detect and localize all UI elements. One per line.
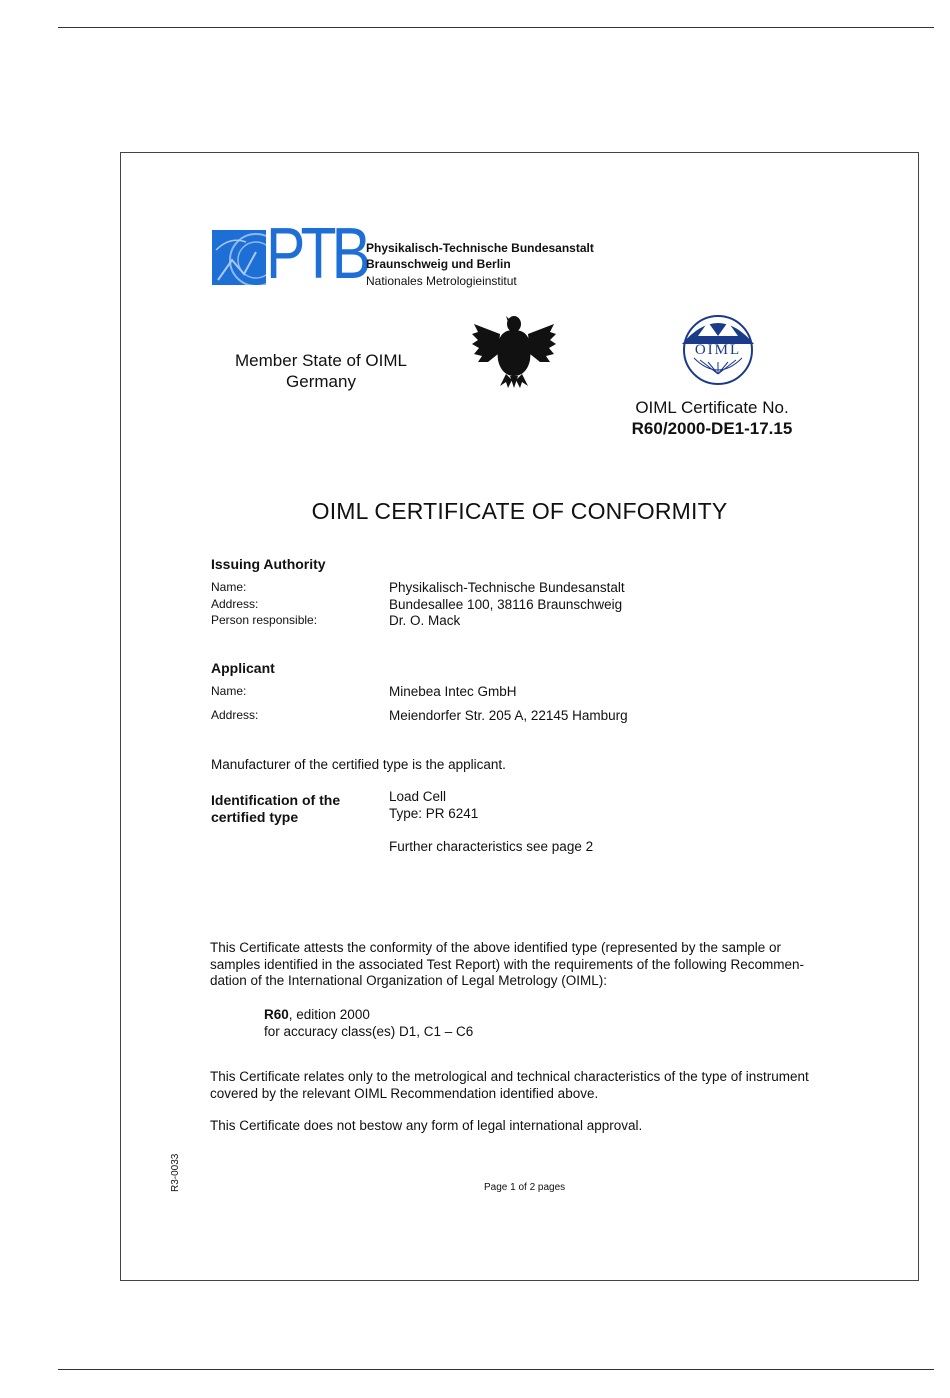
german-eagle-icon	[470, 310, 558, 395]
certificate-number: R60/2000-DE1-17.15	[631, 419, 793, 438]
form-code: R3-0033	[170, 1153, 181, 1192]
identification-value	[389, 789, 478, 822]
member-state	[218, 350, 424, 392]
identification-heading-line1: Identification of the	[211, 792, 341, 808]
applicant-address-value: Meiendorfer Str. 205 A, 22145 Hamburg	[389, 708, 628, 723]
applicant-heading: Applicant	[211, 660, 275, 676]
ptb-logo-letters: PTB	[266, 214, 367, 294]
identification-heading-line2: certified type	[211, 808, 299, 825]
top-rule	[58, 27, 934, 28]
relates-paragraph	[210, 1069, 870, 1102]
recommendation-edition: , edition 2000	[288, 1007, 370, 1022]
member-state-country: Germany	[286, 372, 356, 391]
oiml-logo	[676, 310, 760, 391]
ptb-logo-emblem	[212, 230, 266, 285]
issuing-address-label: Address:	[211, 597, 259, 611]
institute-location: Braunschweig und Berlin	[366, 257, 511, 271]
identification-instrument: Load Cell	[389, 789, 447, 804]
certificate-number-label: OIML Certificate No.	[635, 398, 789, 417]
relates-line-2: covered by the relevant OIML Recommendation identified above.	[210, 1085, 599, 1101]
attest-line-2: samples identified in the associated Test Report) with the requirements of the following Recommen-	[210, 956, 805, 972]
recommendation-code: R60	[264, 1007, 289, 1022]
issuing-address-value: Bundesallee 100, 38116 Braunschweig	[389, 597, 623, 612]
applicant-name-value: Minebea Intec GmbH	[389, 684, 517, 699]
manufacturer-note: Manufacturer of the certified type is the applicant.	[211, 757, 506, 772]
attest-line-1: This Certificate attests the conformity of the above identified type (represented by the sample or	[210, 940, 782, 955]
issuing-person-value: Dr. O. Mack	[389, 613, 461, 628]
attest-paragraph	[210, 940, 850, 990]
issuing-name-value: Physikalisch-Technische Bundesanstalt	[389, 580, 625, 595]
recommendation-classes: for accuracy class(es) D1, C1 – C6	[264, 1023, 474, 1039]
applicant-address-label: Address:	[211, 708, 259, 722]
further-characteristics: Further characteristics see page 2	[389, 839, 594, 854]
applicant-name-label: Name:	[211, 684, 247, 698]
bottom-rule	[58, 1369, 934, 1370]
attest-line-3: dation of the International Organization of Legal Metrology (OIML):	[210, 973, 607, 988]
no-approval-note: This Certificate does not bestow any form of legal international approval.	[210, 1118, 643, 1133]
recommendation-block	[264, 1007, 904, 1040]
member-state-line1: Member State of OIML	[235, 351, 407, 370]
institute-subtitle: Nationales Metrologieinstitut	[366, 274, 517, 288]
oiml-logo-text: OIML	[694, 342, 742, 358]
issuing-name-label: Name:	[211, 580, 247, 594]
institute-name: Physikalisch-Technische Bundesanstalt	[366, 241, 594, 255]
identification-type: Type: PR 6241	[389, 805, 479, 821]
page-number: Page 1 of 2 pages	[484, 1182, 566, 1193]
certificate-number-block	[600, 397, 824, 439]
relates-line-1: This Certificate relates only to the metrological and technical characteristics of the type of instrument	[210, 1069, 809, 1084]
document-title: OIML CERTIFICATE OF CONFORMITY	[311, 498, 728, 524]
issuing-authority-heading: Issuing Authority	[211, 556, 326, 572]
identification-heading	[211, 792, 340, 825]
issuing-person-label: Person responsible:	[211, 613, 318, 627]
